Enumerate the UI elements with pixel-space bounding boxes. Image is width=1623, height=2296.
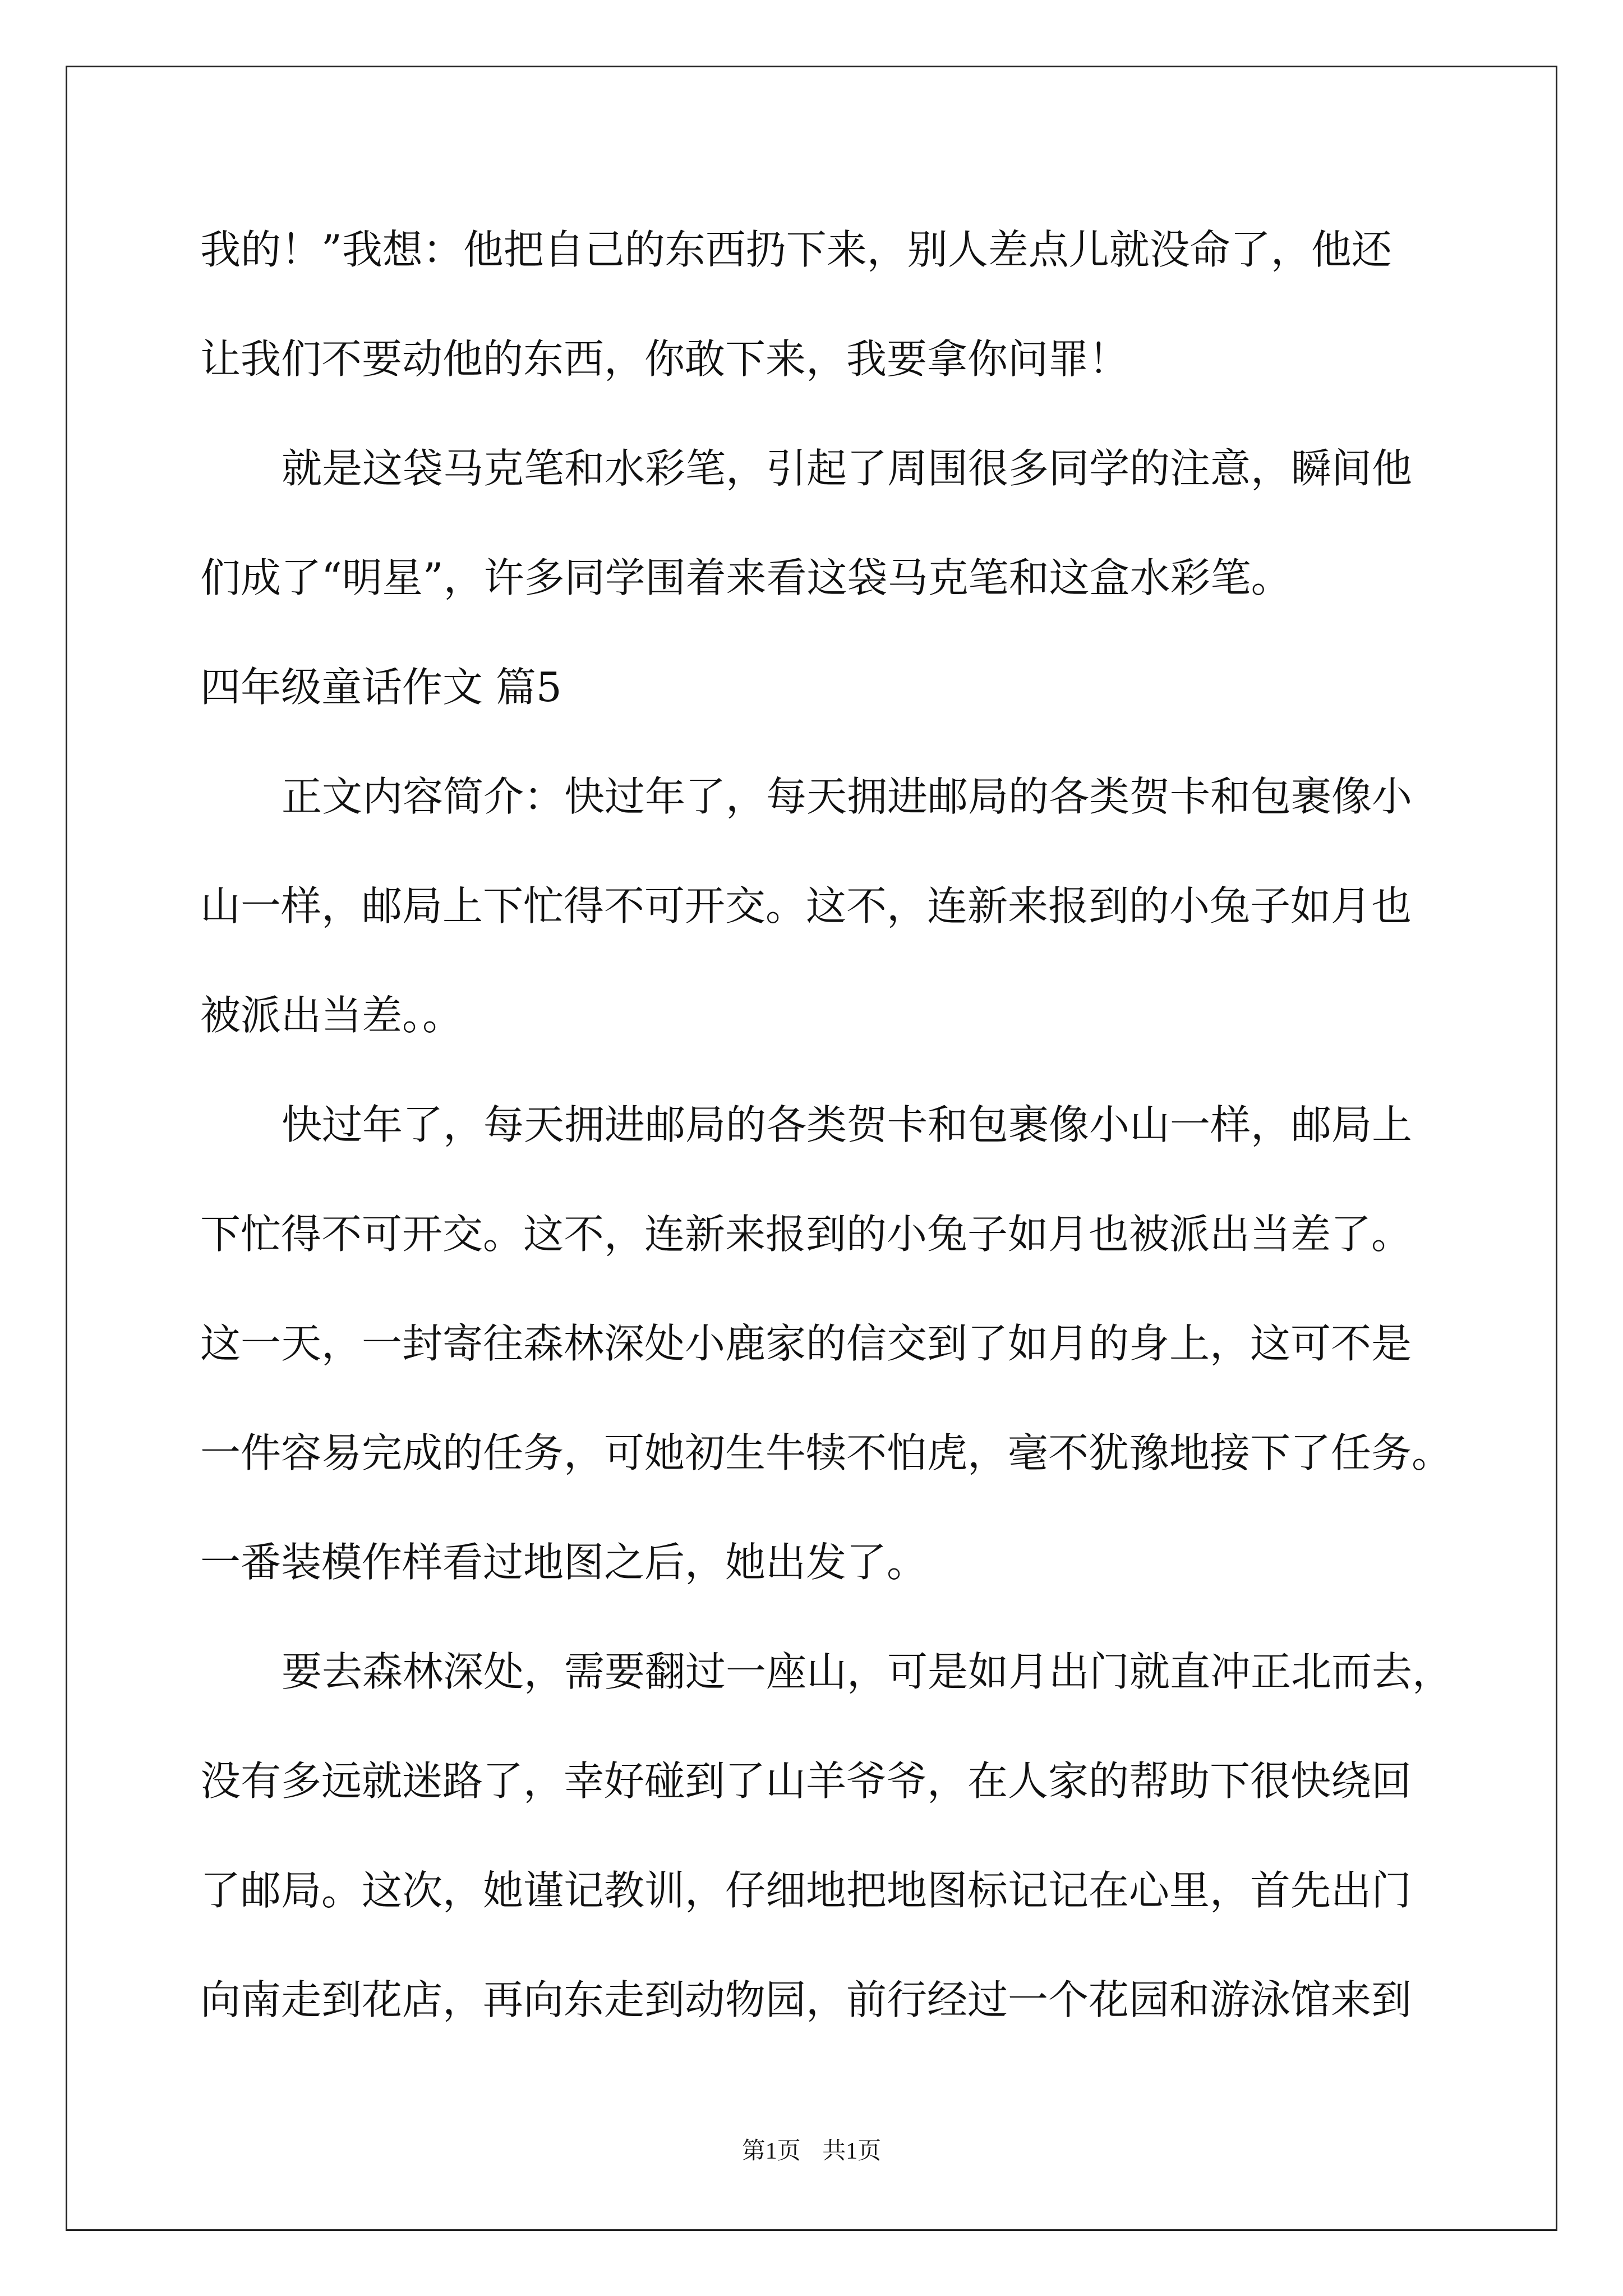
text-line: 一件容易完成的任务，可她初生牛犊不怕虎，毫不犹豫地接下了任务。 [200,1429,1453,1476]
text-line: 山一样，邮局上下忙得不可开交。这不，连新来报到的小兔子如月也 [200,882,1412,930]
text-line: 我的！”我想：他把自己的东西扔下来，别人差点儿就没命了，他还 [200,226,1392,273]
paragraph-start-line: 正文内容简介：快过年了，每天拥进邮局的各类贺卡和包裹像小 [282,773,1413,820]
text-line: 下忙得不可开交。这不，连新来报到的小兔子如月也被派出当差了。 [200,1211,1412,1258]
section-heading: 四年级童话作文 篇5 [200,664,562,711]
text-line: 了邮局。这次，她谨记教训，仔细地把地图标记记在心里，首先出门 [200,1867,1412,1914]
paragraph-start-line: 就是这袋马克笔和水彩笔，引起了周围很多同学的注意，瞬间他 [282,445,1413,492]
page-number: 第1页 [741,2138,801,2164]
text-line: 一番装模作样看过地图之后，她出发了。 [200,1539,928,1586]
page-total: 共1页 [822,2138,882,2164]
page-footer [0,2137,1623,2165]
text-line: 们成了“明星”，许多同学围着来看这袋马克笔和这盒水彩笔。 [200,554,1292,601]
text-line: 向南走到花店，再向东走到动物园，前行经过一个花园和游泳馆来到 [200,1976,1412,2023]
text-line: 没有多远就迷路了，幸好碰到了山羊爷爷，在人家的帮助下很快绕回 [200,1757,1412,1805]
text-line: 这一天，一封寄往森林深处小鹿家的信交到了如月的身上，这可不是 [200,1320,1412,1367]
paragraph-start-line: 快过年了，每天拥进邮局的各类贺卡和包裹像小山一样，邮局上 [282,1101,1413,1148]
paragraph-start-line: 要去森林深处，需要翻过一座山，可是如月出门就直冲正北而去， [282,1648,1453,1695]
text-line: 被派出当差。。 [200,992,463,1039]
text-line: 让我们不要动他的东西，你敢下来，我要拿你问罪！ [200,335,1129,383]
